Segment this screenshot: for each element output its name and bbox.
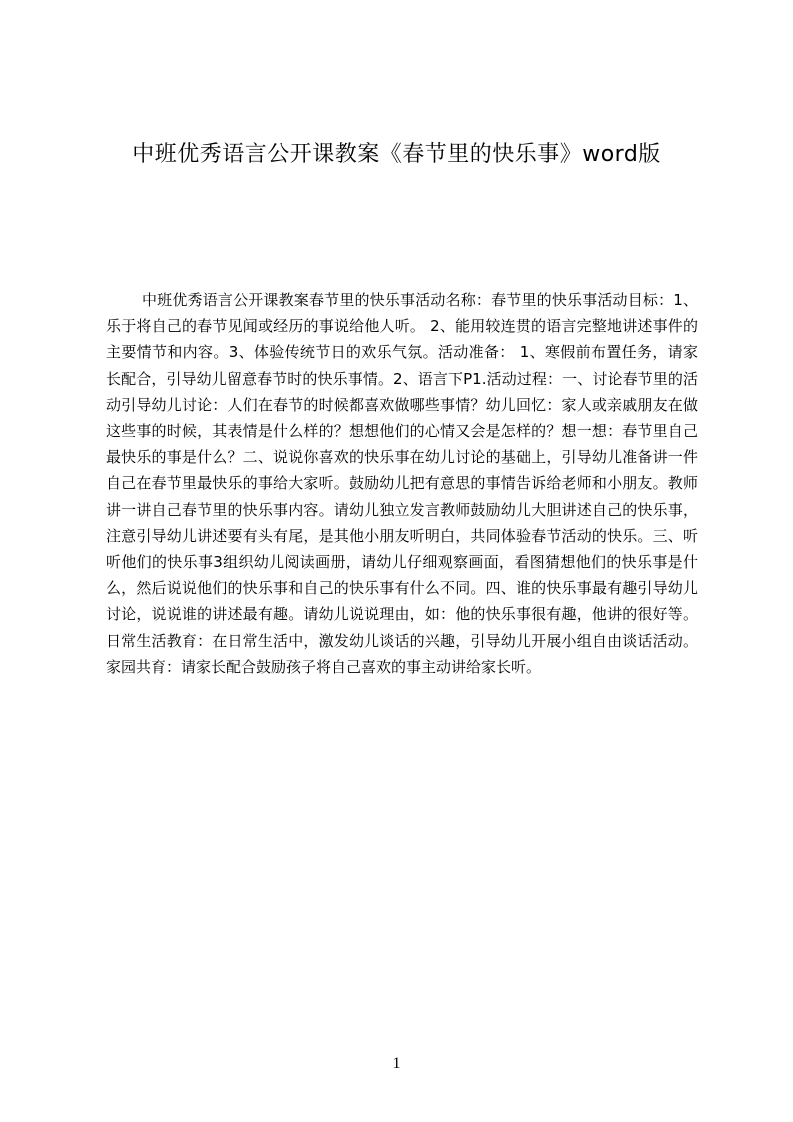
page-number: 1 [392,1055,401,1072]
document-title: 中班优秀语言公开课教案《春节里的快乐事》word版 [132,142,661,167]
document-body-paragraph: 中班优秀语言公开课教案春节里的快乐事活动名称：春节里的快乐事活动目标：1、乐于将自己的春节见闻或经历的事说给他人听。 2、能用较连贯的语言完整地讲述事件的主要情节和内容。3、体验传统节日的欢乐气氛。活动准备： 1、寒假前布置任务，请家长配合，引导幼儿留意春节时的快乐事情。2、语言下P1.活动过程：一、讨论春节里的活动引导幼儿讨论：人们在春节的时候都喜欢做哪些事情？幼儿回忆：家人或亲戚朋友在做这些事的时候，其表情是什么样的？想想他们的心情又会是怎样的？想一想：春节里自己最快乐的事是什么？二、说说你喜欢的快乐事在幼儿讨论的基础上，引导幼儿准备讲一件自己在春节里最快乐的事给大家听。鼓励幼儿把有意思的事情告诉给老师和小朋友。教师讲一讲自己春节里的快乐事内容。请幼儿独立发言教师鼓励幼儿大胆讲述自己的快乐事，注意引导幼儿讲述要有头有尾，是其他小朋友听明白，共同体验春节活动的快乐。三、听听他们的快乐事3组织幼儿阅读画册，请幼儿仔细观察画面，看图猜想他们的快乐事是什么，然后说说他们的快乐事和自己的快乐事有什么不同。四、谁的快乐事最有趣引导幼儿讨论，说说谁的讲述最有趣。请幼儿说说理由，如：他的快乐事很有趣，他讲的很好等。日常生活教育：在日常生活中，激发幼儿谈话的兴趣，引导幼儿开展小组自由谈话活动。家园共育：请家长配合鼓励孩子将自己喜欢的事主动讲给家长听。 [106,291,698,676]
